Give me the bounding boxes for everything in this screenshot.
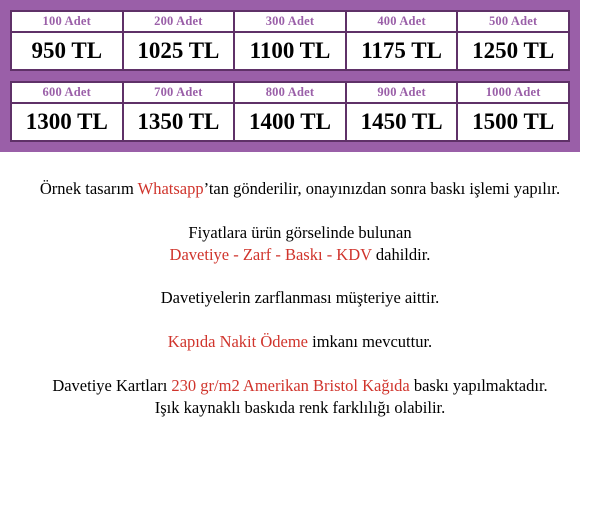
- quantity-cell: 1000 Adet: [457, 82, 569, 103]
- price-cell: 1450 TL: [346, 103, 458, 141]
- price-cell: 1400 TL: [234, 103, 346, 141]
- table-row-prices: [11, 103, 569, 141]
- price-table-row-2: [10, 81, 570, 142]
- note-block: [10, 331, 590, 353]
- notes-section: [0, 152, 600, 418]
- note-line: [10, 178, 590, 200]
- quantity-cell: 700 Adet: [123, 82, 235, 103]
- note-block: [10, 222, 590, 266]
- note-text: Fiyatlara ürün görselinde bulunan: [188, 222, 412, 242]
- quantity-cell: 300 Adet: [234, 11, 346, 32]
- note-line: [10, 222, 590, 244]
- price-cell: 1250 TL: [457, 32, 569, 70]
- note-text: Örnek tasarım: [39, 179, 138, 198]
- price-cell: 1175 TL: [346, 32, 458, 70]
- note-text: ’tan gönderilir, onayınızdan sonra baskı işlemi yapılır.: [203, 179, 561, 198]
- note-text: Davetiyelerin zarflanması müşteriye aittir.: [160, 288, 440, 308]
- note-block: [10, 178, 590, 200]
- note-block: [10, 287, 590, 309]
- quantity-cell: 200 Adet: [123, 11, 235, 32]
- price-table-row-1: [10, 10, 570, 71]
- note-line: [10, 244, 590, 266]
- note-text: dahildir.: [371, 244, 431, 264]
- quantity-cell: 500 Adet: [457, 11, 569, 32]
- price-cell: 1500 TL: [457, 103, 569, 141]
- quantity-cell: 400 Adet: [346, 11, 458, 32]
- note-highlight-text: Kapıda Nakit Ödeme: [167, 332, 308, 352]
- quantity-cell: 600 Adet: [11, 82, 123, 103]
- note-block: [10, 375, 590, 419]
- price-cell: 1300 TL: [11, 103, 123, 141]
- note-line: [10, 287, 590, 309]
- price-cell: 950 TL: [11, 32, 123, 70]
- pricing-panel: [0, 0, 580, 152]
- table-row-quantities: [11, 11, 569, 32]
- quantity-cell: 800 Adet: [234, 82, 346, 103]
- price-cell: 1350 TL: [123, 103, 235, 141]
- note-highlight-text: Davetiye - Zarf - Baskı - KDV: [169, 244, 372, 264]
- note-text: baskı yapılmaktadır.: [409, 375, 548, 395]
- note-text: Davetiye Kartları: [52, 375, 172, 395]
- note-line: [10, 331, 590, 353]
- price-cell: 1025 TL: [123, 32, 235, 70]
- table-row-quantities: [11, 82, 569, 103]
- note-line: [10, 375, 590, 397]
- note-text: imkanı mevcuttur.: [308, 332, 433, 352]
- table-row-prices: [11, 32, 569, 70]
- quantity-cell: 900 Adet: [346, 82, 458, 103]
- quantity-cell: 100 Adet: [11, 11, 123, 32]
- note-text: Işık kaynaklı baskıda renk farklılığı olabilir.: [154, 397, 446, 417]
- note-line: [10, 397, 590, 419]
- price-cell: 1100 TL: [234, 32, 346, 70]
- note-highlight-text: Whatsapp: [137, 179, 204, 198]
- note-highlight-text: 230 gr/m2 Amerikan Bristol Kağıda: [171, 375, 410, 395]
